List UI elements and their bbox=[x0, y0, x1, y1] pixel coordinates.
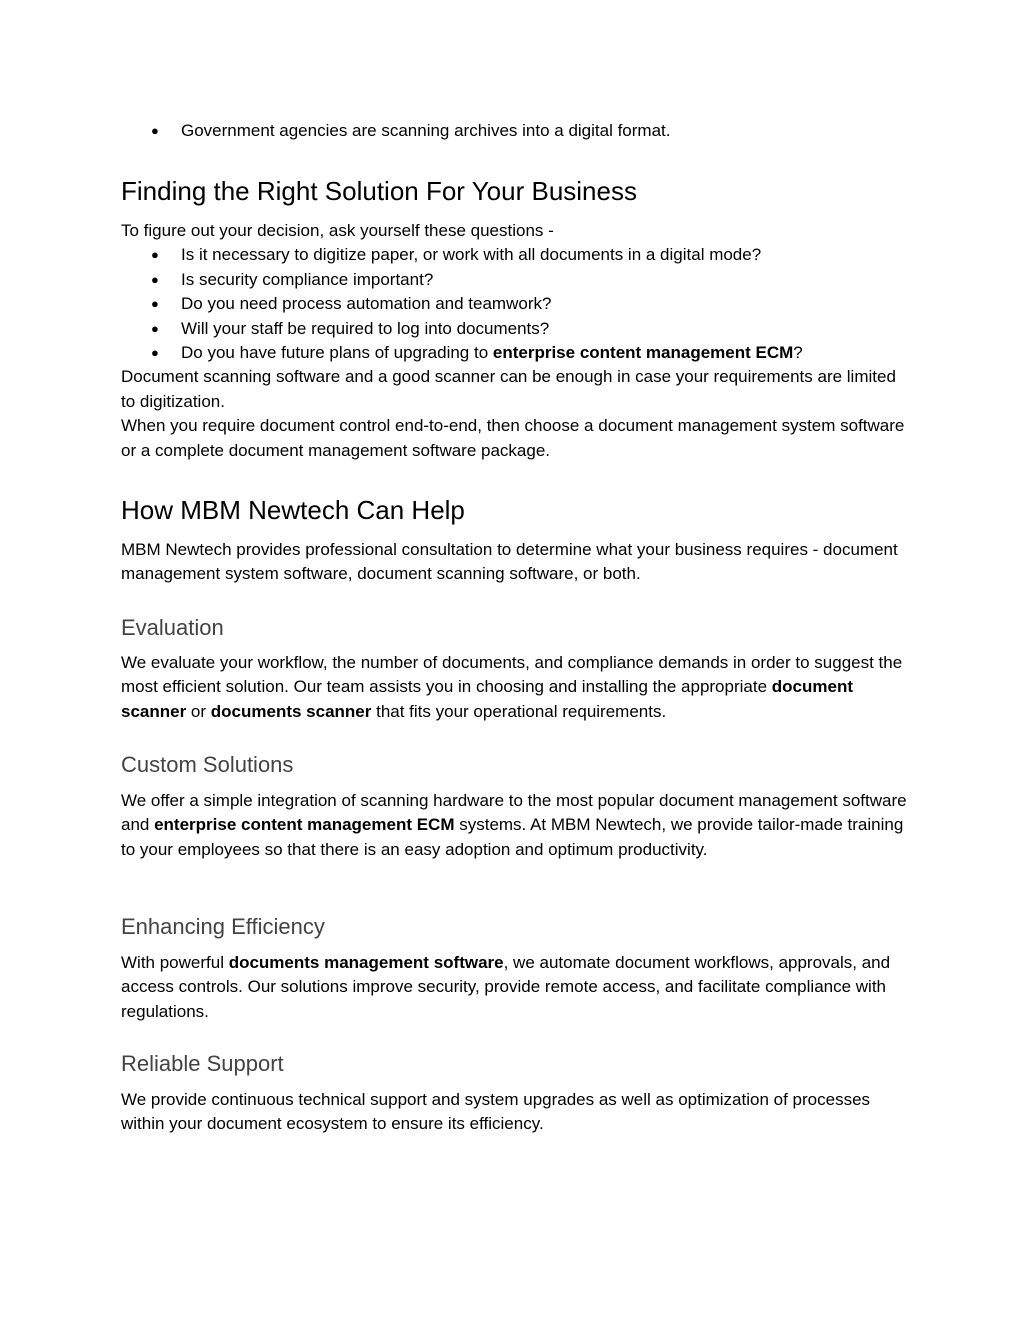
paragraph: When you require document control end-to-end, then choose a document management system software or a complete document management software package. bbox=[121, 416, 905, 460]
heading-evaluation: Evaluation bbox=[121, 615, 224, 640]
bullet-icon: ● bbox=[151, 320, 159, 336]
paragraph: We provide continuous technical support and system upgrades as well as optimization of processes within your document ecosystem to ensure its efficiency. bbox=[121, 1090, 871, 1134]
paragraph: We offer a simple integration of scanning hardware to the most popular document management software and enterprise content management ECM systems. At MBM Newtech, we provide tailor-made training to your employees so that there is an easy adoption and optimum productivity. bbox=[121, 791, 907, 859]
paragraph: We evaluate your workflow, the number of documents, and compliance demands in order to suggest the most efficient solution. Our team assists you in choosing and installing the appropriate document scanner or documents scanner that fits your operational requirements. bbox=[121, 653, 903, 721]
paragraph: MBM Newtech provides professional consultation to determine what your business requires - document management system software, document scanning software, or both. bbox=[121, 540, 898, 584]
list-item: ● Will your staff be required to log into documents? bbox=[121, 317, 911, 341]
bold-term: enterprise content management ECM bbox=[492, 343, 794, 363]
questions-block bbox=[121, 219, 911, 463]
list-item: ● Is it necessary to digitize paper, or work with all documents in a digital mode? bbox=[121, 243, 911, 267]
paragraph: With powerful documents management software, we automate document workflows, approvals, and access controls. Our solutions improve security, provide remote access, and facilitate compliance with regulations. bbox=[121, 953, 891, 1021]
bold-term: documents scanner bbox=[210, 701, 372, 721]
bold-term: document scanner bbox=[121, 677, 853, 721]
bullet-icon: ● bbox=[151, 345, 159, 361]
questions-intro: To figure out your decision, ask yourself these questions - bbox=[121, 221, 554, 240]
heading-how-help: How MBM Newtech Can Help bbox=[121, 495, 465, 525]
list-item: ● Government agencies are scanning archives into a digital format. bbox=[121, 119, 911, 143]
bullet-icon: ● bbox=[151, 296, 159, 312]
list-item: ● Is security compliance important? bbox=[121, 268, 911, 292]
heading-finding-solution: Finding the Right Solution For Your Business bbox=[121, 176, 637, 206]
bold-term: documents management software bbox=[228, 953, 504, 972]
heading-enhancing-efficiency: Enhancing Efficiency bbox=[121, 914, 325, 939]
heading-reliable-support: Reliable Support bbox=[121, 1051, 284, 1076]
list-item: ● Do you have future plans of upgrading to enterprise content management ECM? bbox=[121, 341, 911, 365]
bold-term: enterprise content management ECM bbox=[154, 815, 455, 835]
heading-custom-solutions: Custom Solutions bbox=[121, 752, 294, 777]
bullet-icon: ● bbox=[151, 123, 159, 138]
list-item: ● Do you need process automation and teamwork? bbox=[121, 292, 911, 316]
bullet-icon: ● bbox=[151, 247, 159, 263]
top-bullet-list bbox=[121, 119, 911, 143]
bullet-icon: ● bbox=[151, 271, 159, 287]
paragraph: Document scanning software and a good scanner can be enough in case your requirements are limited to digitization. bbox=[121, 367, 896, 411]
